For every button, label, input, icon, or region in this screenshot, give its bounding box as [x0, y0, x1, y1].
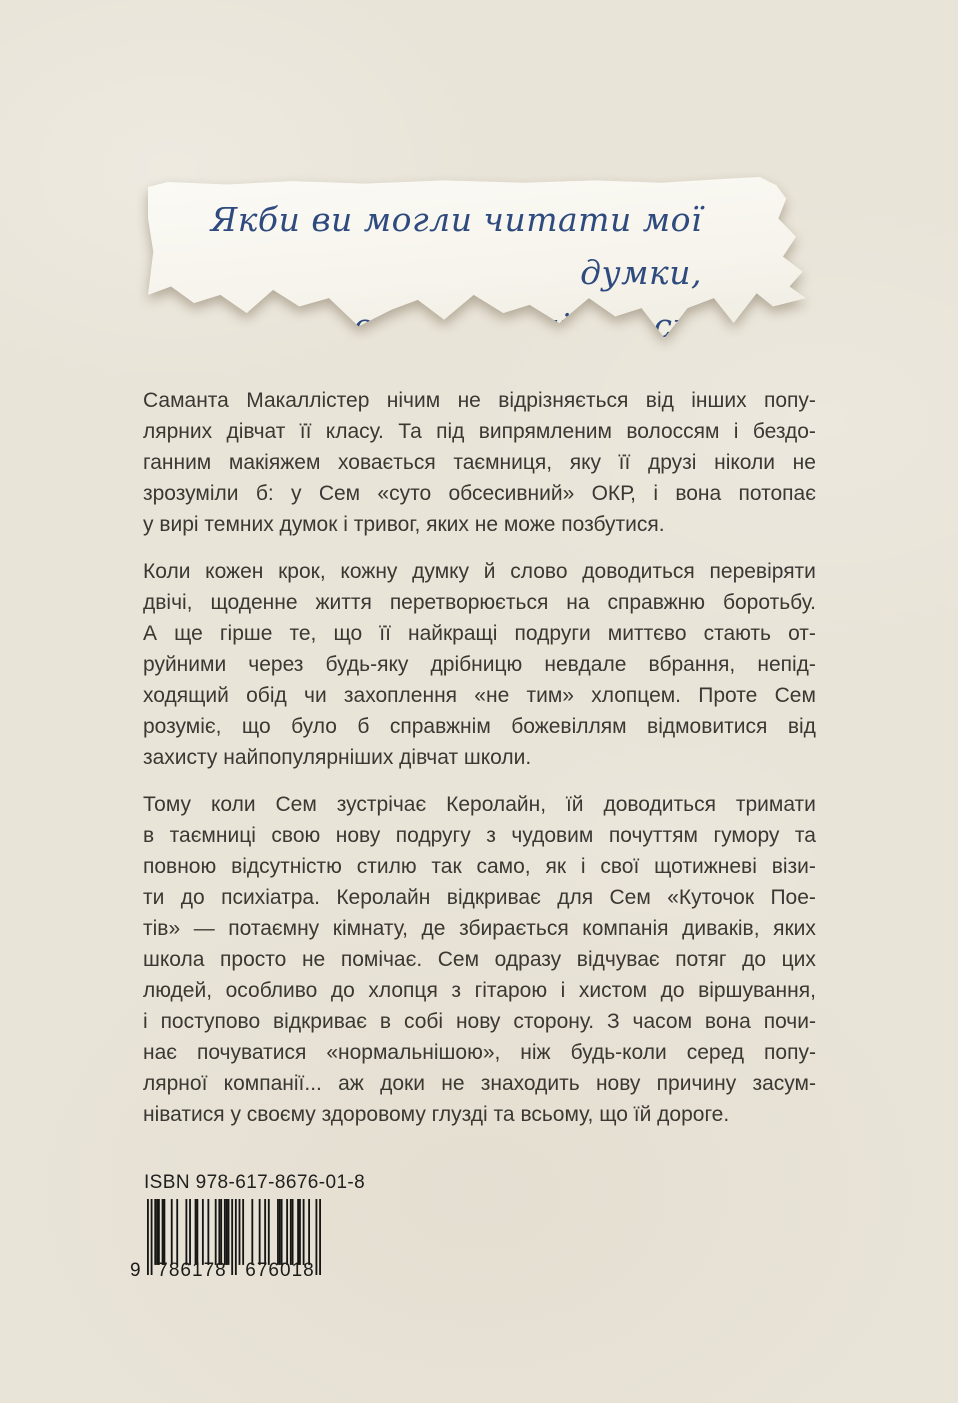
quote-line-1: Якби ви могли читати мої думки,	[210, 200, 702, 292]
synopsis-line: Тому коли Сем зустрічає Керолайн, їй доводиться тримати	[143, 793, 816, 816]
synopsis-line: тів» — потаємну кімнату, де збирається компанія диваків, яких	[143, 917, 816, 940]
barcode-digit-first: 9	[130, 1260, 141, 1281]
barcode-digits	[130, 1259, 321, 1283]
ean13-barcode	[130, 1199, 321, 1285]
torn-note	[148, 177, 806, 343]
isbn-block	[130, 1172, 366, 1285]
synopsis-line: повною відсутністю стилю так само, як і свої щотижневі візи-	[143, 855, 816, 878]
isbn-label: ISBN 978-617-8676-01-8	[144, 1172, 366, 1193]
synopsis-line: зрозуміли б: у Сем «суто обсесивний» ОКР, і вона потопає	[143, 482, 816, 505]
synopsis-line: лярної компанії... аж доки не знаходить нову причину засум-	[143, 1072, 816, 1095]
synopsis-line: розуміє, що було б справжнім божевіллям відмовитися від	[143, 715, 816, 738]
synopsis-line: ніватися у своєму здоровому глузді та всьому, що їй дороге.	[143, 1103, 730, 1126]
synopsis-line: в таємниці свою нову подругу з чудовим почуттям гумору та	[143, 824, 816, 847]
synopsis-paragraph-3	[143, 789, 816, 1130]
synopsis-line: лярних дівчат її класу. Та під випрямленим волоссям і бездо-	[143, 420, 816, 443]
synopsis-line: А ще гірше те, що її найкращі подруги миттєво стають от-	[143, 622, 816, 645]
synopsis-line: у вирі темних думок і тривог, яких не може позбутися.	[143, 513, 665, 536]
synopsis-paragraph-1	[143, 385, 816, 540]
synopsis-line: ходящий обід чи захоплення «не тим» хлопцем. Проте Сем	[143, 684, 816, 707]
synopsis-line: школа просто не помічає. Сем одразу відчуває потяг до цих	[143, 948, 816, 971]
quote-line-2: ви б мені не посміхались.	[241, 306, 702, 345]
torn-note-paper	[148, 177, 806, 343]
barcode-digits-left: 786178	[157, 1260, 227, 1281]
synopsis-line: Коли кожен крок, кожну думку й слово доводиться перевіряти	[143, 560, 816, 583]
synopsis-line: ти до психіатра. Керолайн відкриває для Сем «Куточок Пое-	[143, 886, 816, 909]
synopsis-line: двічі, щоденне життя перетворюється на справжню боротьбу.	[143, 591, 816, 614]
book-synopsis	[143, 385, 816, 1146]
synopsis-line: і поступово відкриває в собі нову сторону. З часом вона почи-	[143, 1010, 816, 1033]
synopsis-line: ганним макіяжем ховається таємниця, яку її друзі ніколи не	[143, 451, 816, 474]
synopsis-line: руйними через будь-яку дрібницю невдале вбрання, непід-	[143, 653, 816, 676]
synopsis-line: нає почуватися «нормальнішою», ніж будь-коли серед попу-	[143, 1041, 816, 1064]
synopsis-line: захисту найпопулярніших дівчат школи.	[143, 746, 532, 769]
synopsis-paragraph-2	[143, 556, 816, 773]
handwritten-quote	[178, 193, 702, 352]
synopsis-line: людей, особливо до хлопця з гітарою і хистом до віршування,	[143, 979, 816, 1002]
barcode-digits-right: 676018	[245, 1260, 315, 1281]
synopsis-line: Саманта Макаллістер нічим не відрізняється від інших попу-	[143, 389, 816, 412]
